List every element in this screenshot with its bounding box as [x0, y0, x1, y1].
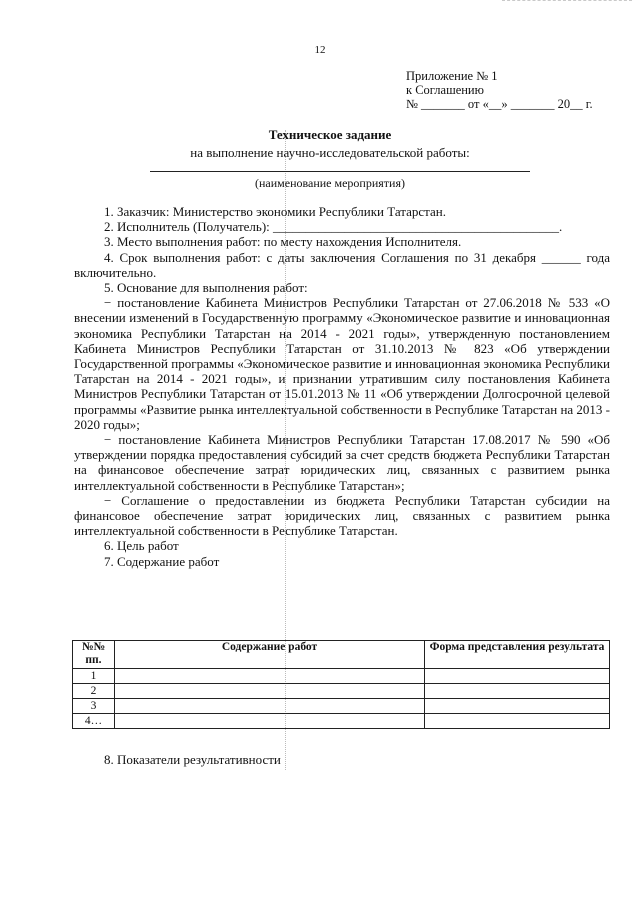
table-row: [73, 714, 610, 729]
basis-bullet-3: − Соглашение о предоставлении из бюджета Республики Татарстан субсидии на финансовое обеспечение затрат юридических лиц, связанных с развитием рынка интеллектуальной собственности в Республике Татарстан.: [74, 492, 610, 539]
document-body: [74, 204, 610, 569]
table-cell-content: [115, 699, 425, 714]
item-customer: 1. Заказчик: Министерство экономики Республики Татарстан.: [104, 204, 446, 219]
table-cell-result: [425, 684, 610, 699]
document-subtitle: на выполнение научно-исследовательской работы:: [190, 145, 470, 160]
table-cell-content: [115, 714, 425, 729]
basis-bullet-2: − постановление Кабинета Министров Республики Татарстан 17.08.2017 № 590 «Об утверждении порядка предоставления субсидий за счет средств бюджета Республики Татарстан на финансовое обеспечение затрат юридических лиц, связанных с развитием рынка интеллектуальной собственности в Республике Татарстан»;: [74, 432, 610, 493]
appendix-line-1: Приложение № 1: [406, 69, 498, 83]
basis-bullet-1: − постановление Кабинета Министров Республики Татарстан от 27.06.2018 № 533 «О внесении изменений в Государственную программу «Экономическое развитие и инновационная экономика Республики Татарстан на 2014 - 2021 годы», утвержденную постановлением Кабинета Министров Республики Татарстан от 31.10.2013 № 823 «Об утверждении Государственной программы «Экономическое развитие и инновационная экономика Республики Татарстан на 2014 - 2021 годы», и признании утратившим силу постановления Кабинета Министров Республики Татарстан от 15.01.2013 № 11 «Об утверждении Долгосрочной целевой программы «Развитие рынка интеллектуальной собственности в Республике Татарстан на 2013 - 2020 годы»;: [74, 295, 610, 432]
table-cell-number: 1: [73, 669, 115, 684]
table-cell-result: [425, 669, 610, 684]
appendix-line-2: к Соглашению: [406, 83, 484, 97]
item-executor: 2. Исполнитель (Получатель): ____________________________________________.: [104, 219, 563, 235]
item-content: 7. Содержание работ: [104, 553, 220, 569]
page-number: 12: [314, 44, 326, 56]
document-title: Техническое задание: [268, 127, 392, 142]
header-result-form: Форма представления результата: [425, 641, 610, 669]
table-cell-number: 3: [73, 699, 115, 714]
item-indicators: 8. Показатели результативности: [104, 752, 281, 767]
appendix-block: [406, 69, 593, 111]
item-goal: 6. Цель работ: [104, 538, 179, 554]
table-cell-number: 2: [73, 684, 115, 699]
works-table: [72, 640, 610, 729]
table-row: [73, 684, 610, 699]
table-cell-content: [115, 669, 425, 684]
item-term: 4. Срок выполнения работ: с даты заключения Соглашения по 31 декабря ______ года включительно.: [74, 249, 610, 280]
table-row: [73, 699, 610, 714]
table-header-row: [73, 641, 610, 669]
table-cell-content: [115, 684, 425, 699]
header-number: №№ пп.: [73, 641, 115, 669]
table-row: [73, 669, 610, 684]
table-cell-result: [425, 699, 610, 714]
header-content: Содержание работ: [115, 641, 425, 669]
event-name-caption: (наименование мероприятия): [255, 176, 405, 190]
table-cell-result: [425, 714, 610, 729]
scan-edge-mark: [502, 0, 632, 3]
item-place: 3. Место выполнения работ: по месту нахождения Исполнителя.: [104, 234, 462, 250]
event-name-line: [150, 171, 530, 172]
appendix-line-3: № _______ от «__» _______ 20__ г.: [406, 97, 593, 111]
table-cell-number: 4…: [73, 714, 115, 729]
item-basis: 5. Основание для выполнения работ:: [104, 280, 308, 296]
